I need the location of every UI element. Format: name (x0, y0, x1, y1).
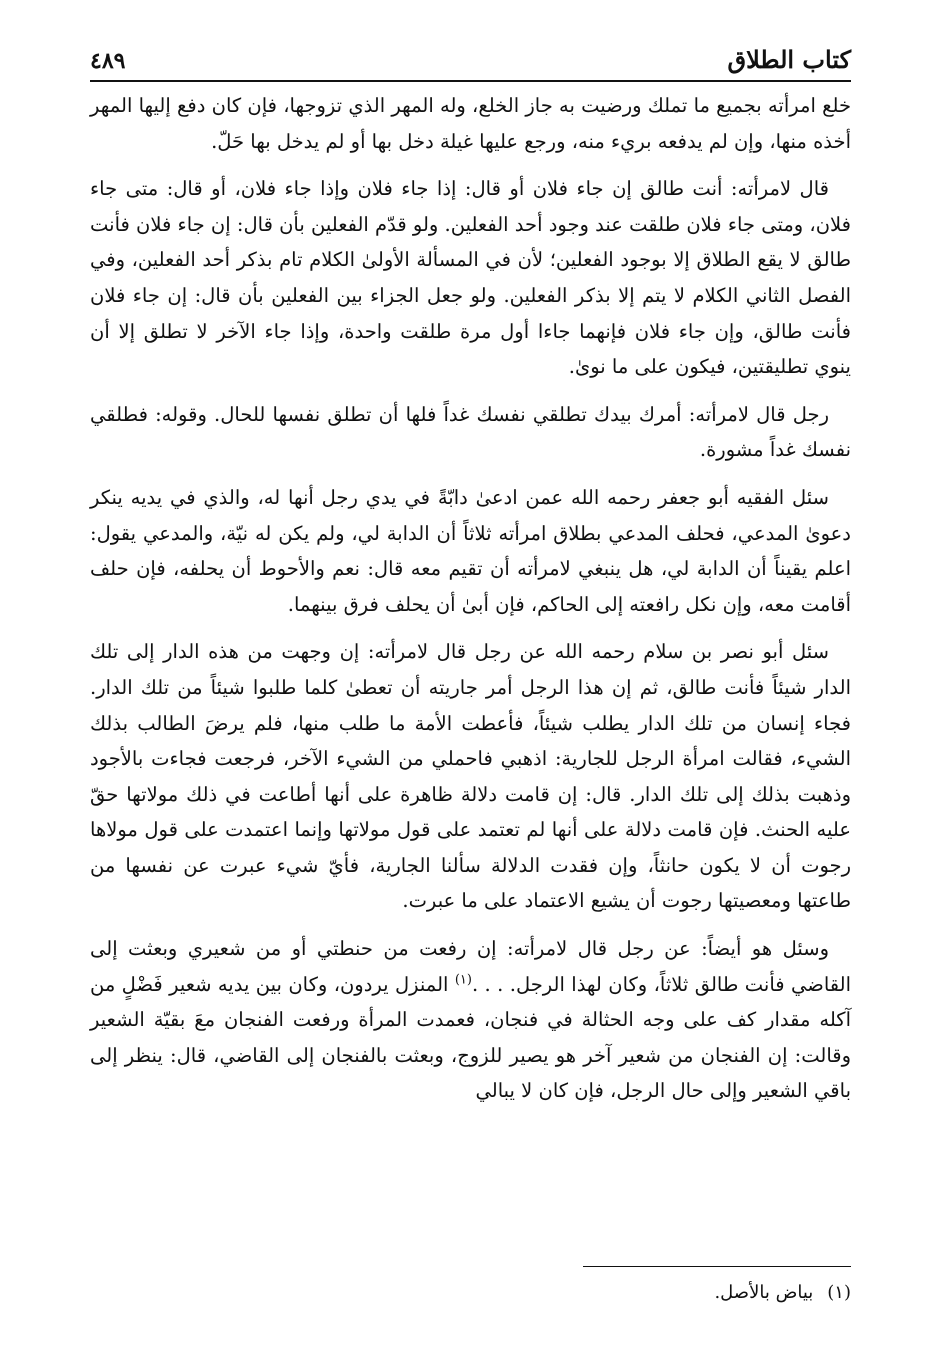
paragraph: خلع امرأته بجميع ما تملك ورضيت به جاز الخلع، وله المهر الذي تزوجها، فإن كان دفع إليها المهر أخذه منها، وإن لم يدفعه بريء منه، ورجع عليها غيلة دخل بها أو لم يدخل بها حَلّ. (90, 94, 852, 153)
footnote (90, 1280, 851, 1306)
page-body (90, 88, 851, 1109)
chapter-title: كتاب الطلاق (727, 45, 851, 74)
page-header (90, 30, 851, 82)
footnote-separator (583, 1266, 851, 1267)
footnote-text: بياض بالأصل. (714, 1282, 814, 1303)
paragraph: قال لامرأته: أنت طالق إن جاء فلان أو قال: إذا جاء فلان وإذا جاء فلان، أو قال: متى جاء فلان، ومتى جاء فلان طلقت عند وجود أحد الفعلين. ولو قدّم الفعلين بأن قال: إن جاء فلان فأنت طالق لا يقع الطلاق إلا بوجود الفعلين؛ لأن في المسألة الأولىٰ الكلام تام بذكر أحد الفعلين، وفي الفصل الثاني الكلام لا يتم إلا بذكر الفعلين. ولو جعل الجزاء بين الفعلين بأن قال: إن جاء فلان فأنت طالق، وإن جاء فلان فإنهما جاءا أول مرة طلقت واحدة، وإذا جاء الآخر لا تطلق إلا أن ينوي تطليقتين، فيكون على ما نوىٰ. (90, 177, 851, 379)
paragraph-with-footnote-ref (90, 931, 851, 1109)
footnote-number: (١) (827, 1282, 851, 1303)
footnote-reference: (١) (454, 972, 472, 988)
paragraph-text-after-ref: المنزل يردون، وكان بين يديه شعير فَضْلٍ من آكله مقدار كف على وجه الحثالة في فنجان، فعمدت المرأة ورفعت الفنجان معَ بقيّة الشعير وقالت: إن الفنجان من شعير آخر هو يصير للزوج، وبعثت بالفنجان إلى القاضي، قال: ينظر إلى باقي الشعير وإلى حال الرجل، فإن كان لا يبالي (90, 972, 851, 1103)
paragraph: رجل قال لامرأته: أمرك بيدك تطلقي نفسك غداً فلها أن تطلق نفسها للحال. وقوله: فطلقي نفسك غداً مشورة. (90, 402, 851, 462)
paragraph: سئل الفقيه أبو جعفر رحمه الله عمن ادعىٰ دابّةً في يدي رجل أنها له، والذي في يديه ينكر دعوىٰ المدعي، فحلف المدعي بطلاق امرأته ثلاثاً أن الدابة لي، ولم يكن له نيّة، والمدعي يقول: اعلم يقيناً أن الدابة لي، هل ينبغي لامرأته أن تقيم معه قال: نعم والأحوط أن يحلفه، فإن حلف أقامت معه، وإن نكل رافعته إلى الحاكم، فإن أبىٰ أن يحلف فرق بينهما. (90, 485, 851, 616)
paragraph-text-before-ref: وسئل هو أيضاً: عن رجل قال لامرأته: إن رفعت من حنطتي أو من شعيري وبعثت إلى القاضي فأنت طالق ثلاثاً، وكان لهذا الرجل. . . . (90, 937, 851, 996)
page-number: ٤٨٩ (90, 48, 126, 74)
paragraph: سئل أبو نصر بن سلام رحمه الله عن رجل قال لامرأته: إن وجهت من هذه الدار إلى تلك الدار شيئاً فأنت طالق، ثم إن هذا الرجل أمر جاريته أن تعطىٰ كلما طلبوا شيئاً من تلك الدار. فجاء إنسان من تلك الدار يطلب شيئاً، فأعطت الأمة ما طلب منها، فلم يرضَ الطالب بذلك الشيء، فقالت امرأة الرجل للجارية: اذهبي فاحملي من الشيء الآخر، فرجعت فجاءت بالأجود وذهبت بذلك إلى تلك الدار. قال: إن قامت دلالة ظاهرة على أنها أطاعت في ذلك مولاتها حقّ عليه الحنث. فإن قامت دلالة على أنها لم تعتمد على قول مولاتها وإنما اعتمدت على قول مولاها رجوت أن لا يكون حانثاً، وإن فقدت الدلالة سألنا الجارية، فأيّ شيء عبرت عن نفسها من طاعتها ومعصيتها رجوت أن يشيع الاعتماد على ما عبرت. (90, 640, 851, 913)
